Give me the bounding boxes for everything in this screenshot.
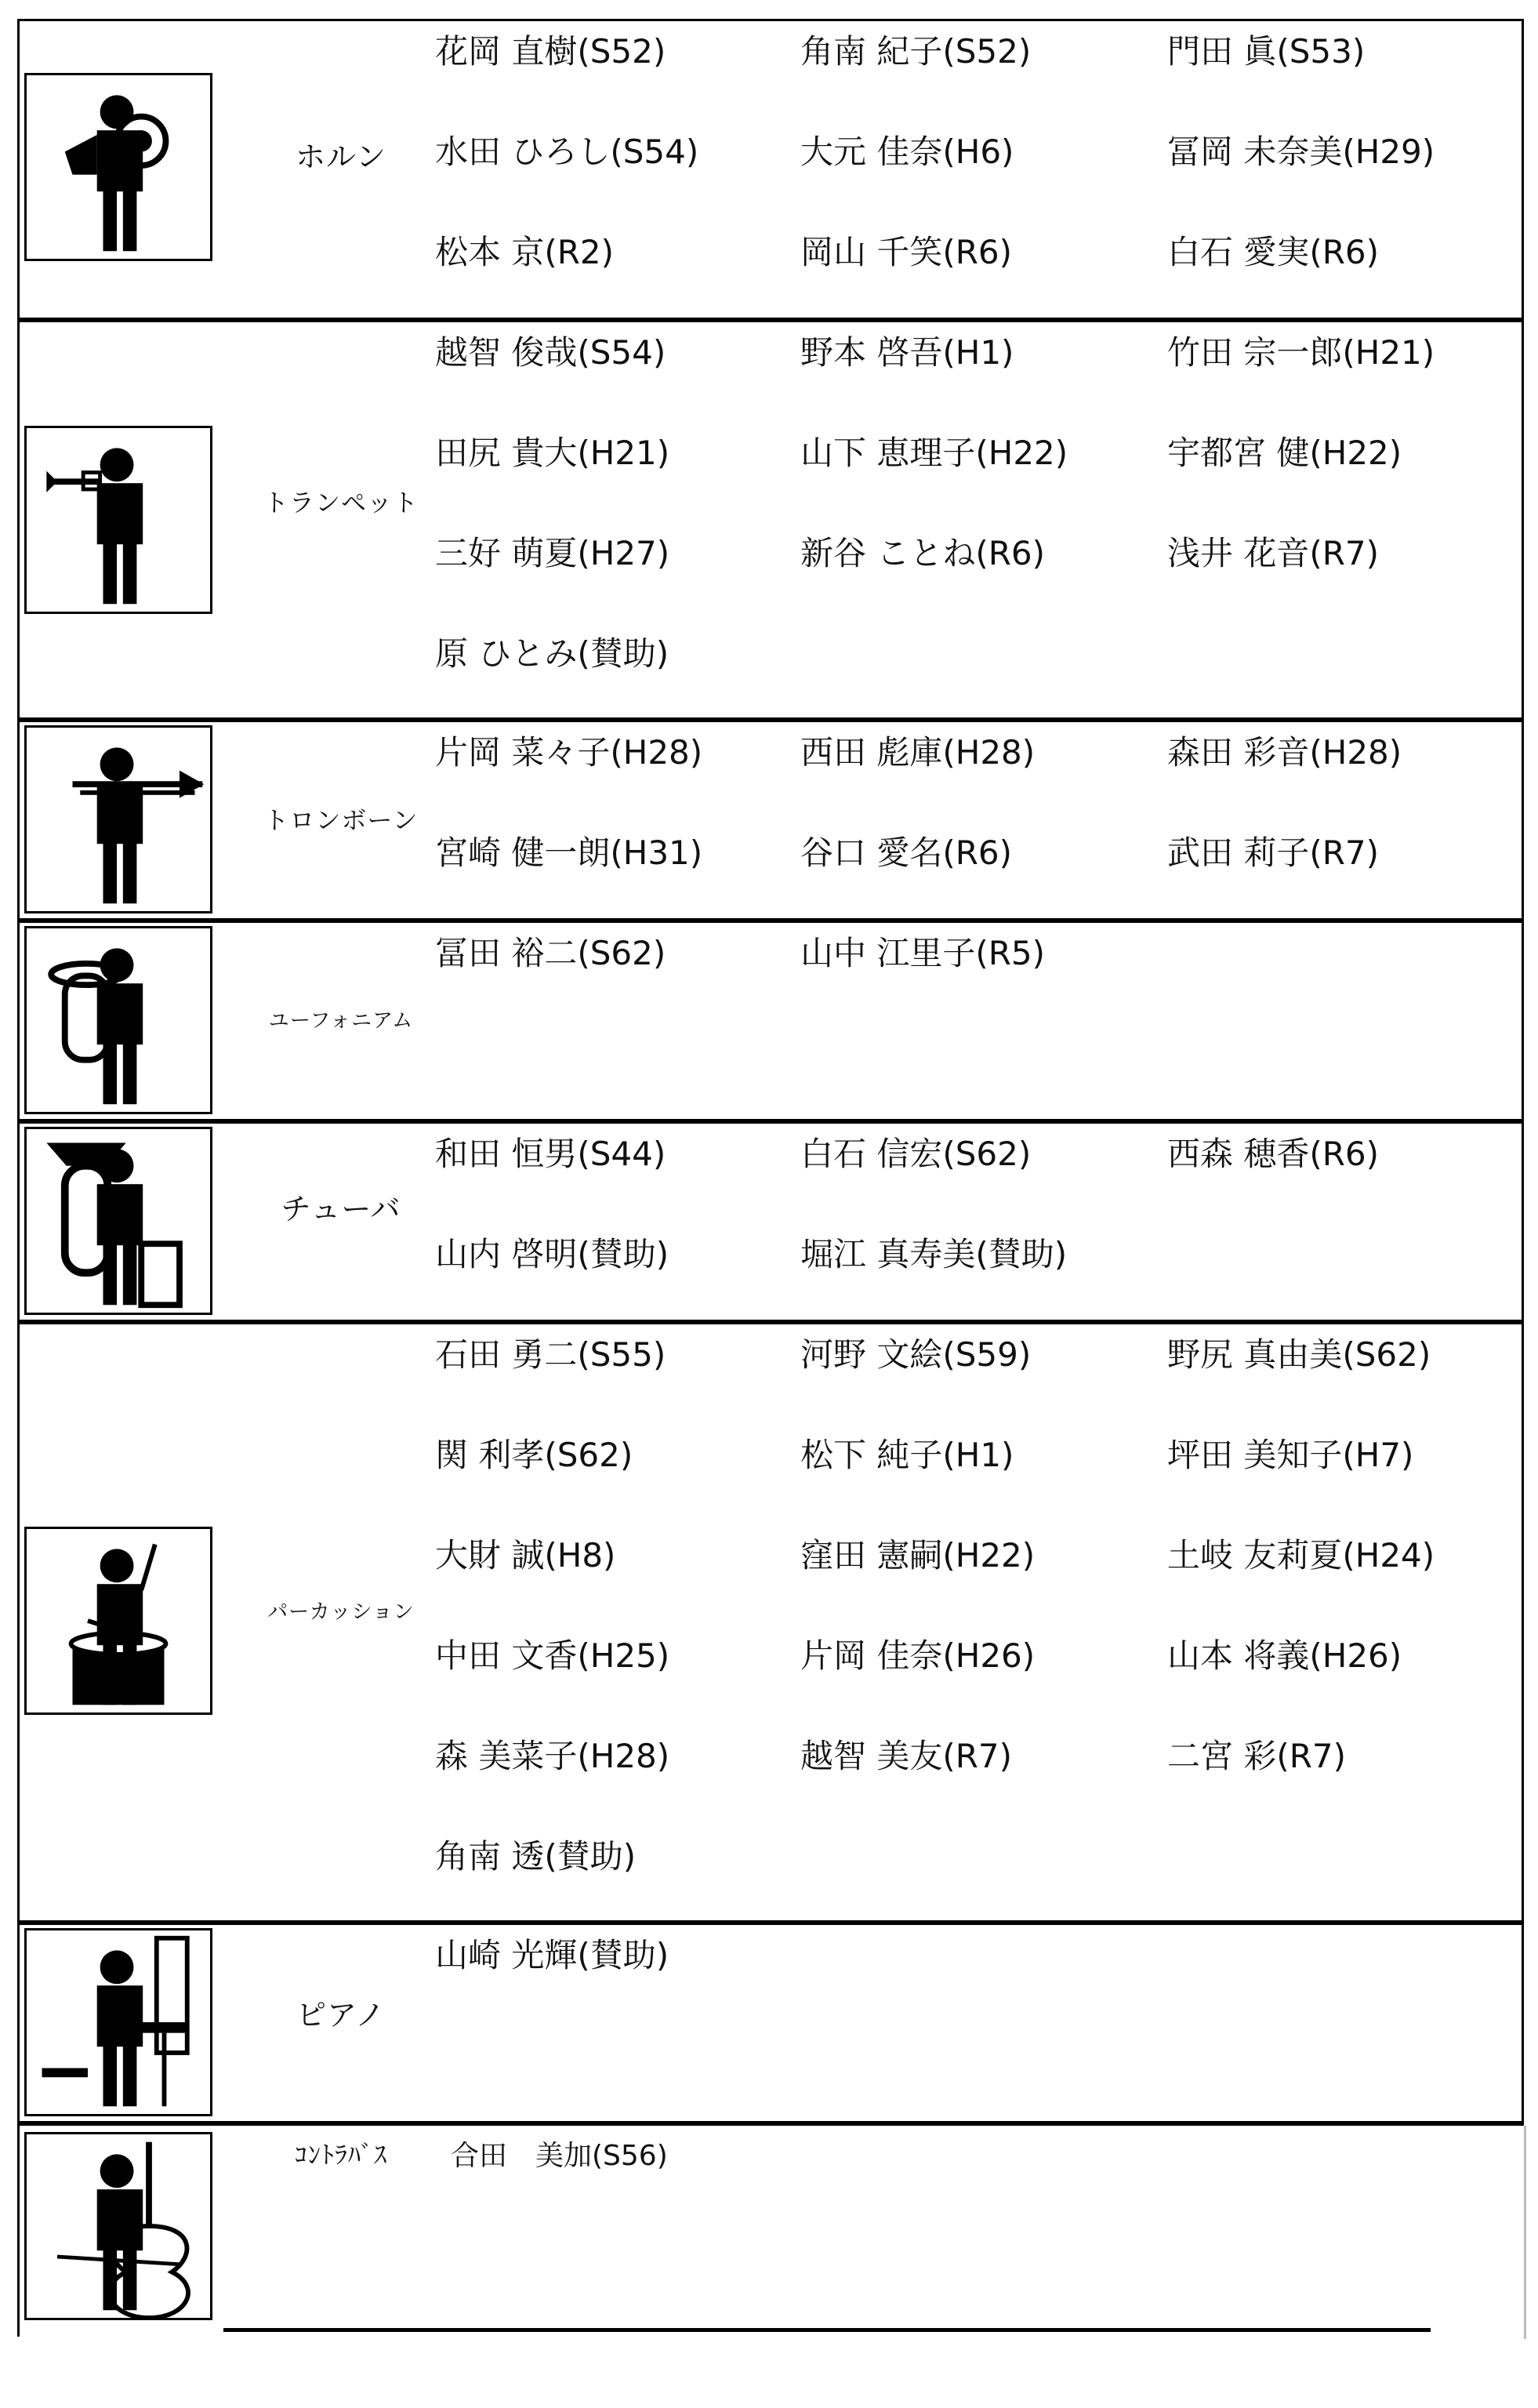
member-name: 水田 ひろし(S54) [435, 133, 699, 171]
member-name: 宇都宮 健(H22) [1167, 434, 1402, 472]
member-name: 森田 彩音(H28) [1167, 733, 1402, 772]
instrument-label: ピアノ [296, 1998, 386, 2032]
member-name: 角南 紀子(S52) [800, 32, 1032, 71]
instrument-section [17, 921, 1524, 1121]
member-name: 堀江 真寿美(賛助) [800, 1235, 1068, 1273]
member-name: 大元 佳奈(H6) [800, 133, 1014, 171]
instrument-section [17, 1121, 1524, 1322]
instrument-section [17, 1923, 1524, 2123]
member-name: 山崎 光輝(賛助) [435, 1936, 669, 1974]
member-name: 関 利孝(S62) [435, 1436, 633, 1474]
member-name: 岡山 千笑(R6) [800, 233, 1013, 271]
member-name: 合田 美加(S56) [451, 2140, 668, 2172]
member-name: 宮崎 健一朗(H31) [435, 834, 703, 872]
member-name: 野尻 真由美(S62) [1167, 1335, 1431, 1374]
instrument-label: ユーフォニアム [268, 1009, 414, 1033]
member-name: 西田 彪庫(H28) [800, 733, 1036, 772]
tuba-player-icon [24, 1127, 212, 1315]
member-name: 和田 恒男(S44) [435, 1135, 666, 1173]
member-name: 片岡 菜々子(H28) [435, 733, 703, 772]
horn-player-icon [24, 73, 212, 261]
member-name: 片岡 佳奈(H26) [800, 1636, 1036, 1675]
instrument-label: トランペット [263, 488, 419, 518]
member-name: 冨田 裕二(S62) [435, 934, 666, 972]
member-name: 角南 透(賛助) [435, 1837, 637, 1876]
instrument-label: トロンボーン [263, 805, 419, 835]
member-name: 白石 信宏(S62) [800, 1135, 1032, 1173]
member-name: 三好 萌夏(H27) [435, 534, 670, 572]
trumpet-player-icon [24, 426, 212, 614]
instrument-section [17, 320, 1524, 720]
member-name: 田尻 貴大(H21) [435, 434, 670, 472]
right-border [1524, 2126, 1526, 2339]
instrument-section [17, 720, 1524, 921]
percussion-player-icon [24, 1527, 212, 1715]
member-name: 坪田 美知子(H7) [1167, 1436, 1414, 1474]
member-name: 白石 愛実(R6) [1167, 233, 1380, 271]
member-name: 山内 啓明(賛助) [435, 1235, 669, 1273]
instrument-label: パーカッション [267, 1600, 415, 1624]
instrument-section [17, 1322, 1524, 1923]
member-name: 冨岡 未奈美(H29) [1167, 133, 1435, 171]
instrument-section [17, 19, 1524, 320]
member-name: 竹田 宗一郎(H21) [1167, 333, 1435, 372]
contrabass-player-icon [24, 2132, 212, 2320]
instrument-label: ｺﾝﾄﾗﾊﾞｽ [294, 2140, 387, 2170]
member-name: 谷口 愛名(R6) [800, 834, 1013, 872]
member-name: 土岐 友莉夏(H24) [1167, 1536, 1435, 1574]
member-name: 石田 勇二(S55) [435, 1335, 666, 1374]
member-name: 二宮 彩(R7) [1167, 1737, 1347, 1775]
member-name: 松下 純子(H1) [800, 1436, 1014, 1474]
member-name: 河野 文絵(S59) [800, 1335, 1032, 1374]
bottom-rule [223, 2328, 1431, 2332]
trombone-player-icon [24, 725, 212, 913]
member-name: 野本 啓吾(H1) [800, 333, 1014, 372]
member-name: 花岡 直樹(S52) [435, 32, 666, 71]
member-name: 森 美菜子(H28) [435, 1737, 670, 1775]
member-name: 山下 恵理子(H22) [800, 434, 1068, 472]
piano-player-icon [24, 1928, 212, 2116]
member-name: 大財 誠(H8) [435, 1536, 616, 1574]
euphonium-player-icon [24, 926, 212, 1114]
instrument-label: ホルン [295, 140, 387, 174]
member-name: 越智 美友(R7) [800, 1737, 1013, 1775]
member-name: 山中 江里子(R5) [800, 934, 1046, 972]
member-name: 越智 俊哉(S54) [435, 333, 666, 372]
member-name: 原 ひとみ(賛助) [435, 634, 669, 673]
member-name: 西森 穂香(R6) [1167, 1135, 1380, 1173]
member-name: 武田 莉子(R7) [1167, 834, 1380, 872]
member-name: 窪田 憲嗣(H22) [800, 1536, 1036, 1574]
member-name: 松本 京(R2) [435, 233, 615, 271]
member-name: 門田 眞(S53) [1167, 32, 1366, 71]
member-name: 中田 文香(H25) [435, 1636, 670, 1675]
instrument-section [17, 2123, 1524, 2337]
member-name: 新谷 ことね(R6) [800, 534, 1046, 572]
instrument-label: チューバ [281, 1192, 401, 1226]
member-name: 浅井 花音(R7) [1167, 534, 1380, 572]
member-name: 山本 将義(H26) [1167, 1636, 1402, 1675]
